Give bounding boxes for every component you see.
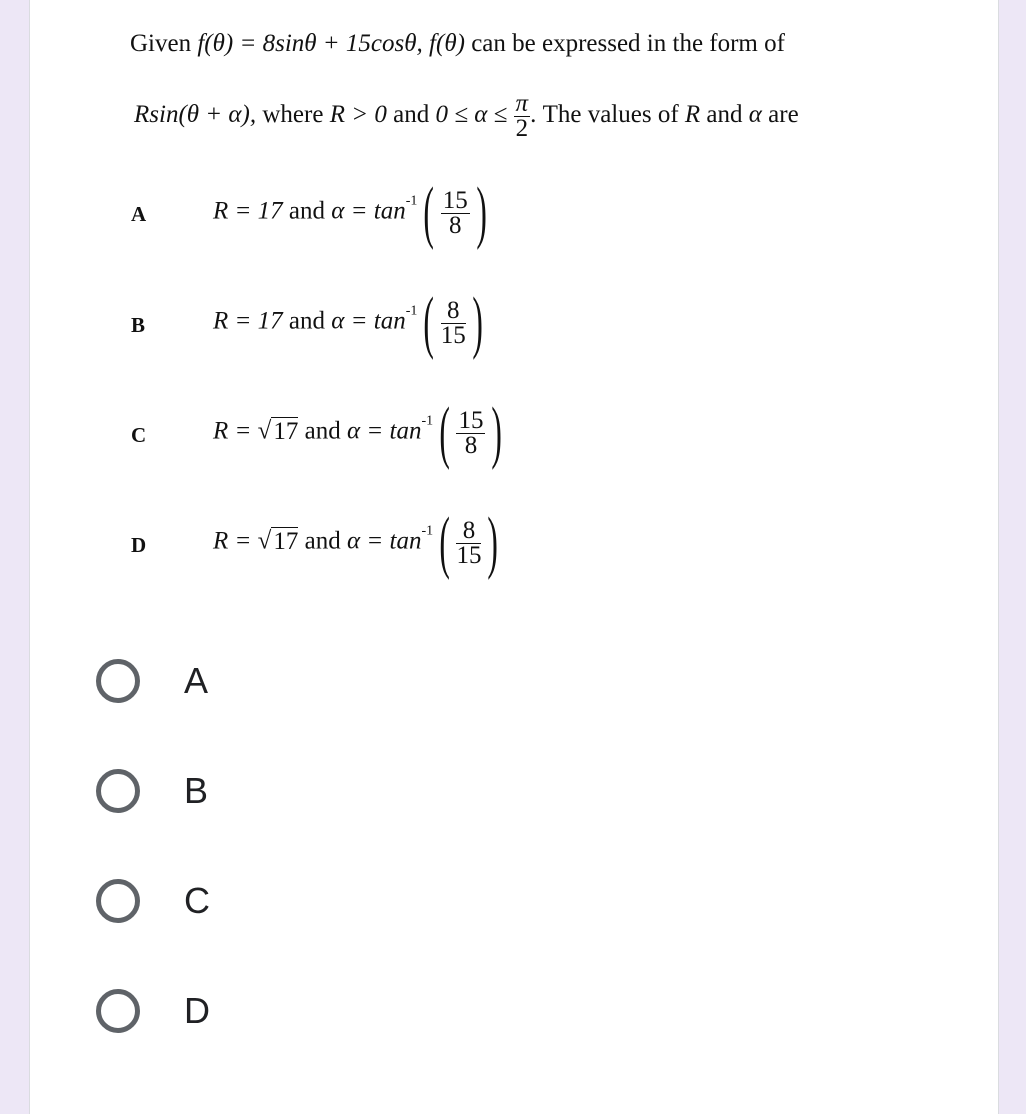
choice-c-sqrt-value: 17 [273,417,299,445]
option-label-b: B [184,770,209,811]
condition-r: R > 0 [329,101,387,129]
choice-c-fraction [456,406,485,459]
choice-c-numerator: 15 [458,406,484,434]
and-text: and [393,101,430,129]
pi-over-two [514,92,531,141]
choice-c-r: R = [213,417,258,445]
choice-d-denominator: 15 [456,541,482,569]
choice-letter-c: C [131,423,147,447]
radio-button-a[interactable] [96,659,140,703]
radio-button-c[interactable] [96,879,140,923]
choice-b-left-paren: ( [423,284,435,361]
choice-a-inverse: -1 [405,193,418,209]
radio-button-b[interactable] [96,769,140,813]
choice-letter-b: B [131,313,146,337]
choice-letter-d: D [131,533,147,557]
choice-d-sqrt-sign: √ [257,527,272,555]
question-tail-1: can be expressed in the form of [471,30,785,57]
and-text-2: and [706,101,743,129]
choice-a-right-paren: ) [476,174,487,251]
choice-b-denominator: 15 [440,321,466,349]
choice-a-r: R = 17 [213,197,283,225]
form-expression: Rsin(θ + α), [134,101,257,129]
choice-c-and: and [304,417,341,445]
option-b[interactable] [96,763,208,819]
choice-b-numerator: 8 [441,299,466,324]
question-line-1 [130,30,785,58]
choice-a-and: and [288,197,326,225]
choice-d-right-paren: ) [487,504,499,581]
where-text: where [262,101,324,129]
choice-a-left-paren: ( [423,174,435,251]
choice-c-left-paren: ( [439,394,451,471]
choice-a-numerator: 15 [442,186,468,214]
choice-d-left-paren: ( [439,504,451,581]
choice-b-fraction [440,296,466,349]
question-tail-2: . The values of [530,101,679,129]
choice-a-fraction [441,186,470,239]
choice-a-expression [213,174,493,251]
given-text: Given [130,30,192,57]
choice-d-expression [213,504,505,581]
radio-button-d[interactable] [96,989,140,1033]
pi-numerator: π [515,90,529,117]
option-label-d: D [184,990,210,1031]
choice-a-denominator: 8 [448,211,462,239]
choice-b-alpha: α = tan [331,307,406,335]
choice-d-and: and [304,527,341,555]
choice-b-r: R = 17 [213,307,283,335]
function-name: f(θ) [429,30,465,57]
choice-c-denominator: 8 [464,431,478,459]
choice-b-right-paren: ) [472,284,483,361]
alpha-symbol: α [748,101,762,129]
choice-d-numerator: 8 [456,519,481,544]
option-d[interactable] [96,983,210,1039]
function-expression: f(θ) = 8sinθ + 15cosθ, [197,30,423,57]
condition-alpha: 0 ≤ α ≤ [435,101,508,129]
choice-c-inverse: -1 [421,413,434,429]
option-label-a: A [184,660,209,701]
choice-b-expression [213,284,489,361]
question-image [30,0,1000,600]
two-denominator: 2 [515,115,529,142]
choice-c-sqrt-sign: √ [257,417,272,445]
choice-letter-a: A [131,202,147,226]
question-line-2 [134,92,799,141]
choice-c-right-paren: ) [491,394,503,471]
r-symbol: R [684,101,701,129]
are-text: are [768,101,799,129]
question-card [29,0,999,1114]
choice-c-expression [213,394,509,471]
choice-d-inverse: -1 [421,523,434,539]
choice-d-alpha: α = tan [347,527,422,555]
choice-d-sqrt-value: 17 [273,527,299,555]
choice-b-inverse: -1 [405,303,418,319]
choice-c-alpha: α = tan [347,417,422,445]
choice-b-and: and [288,307,326,335]
choice-a-alpha: α = tan [331,197,406,225]
choice-d-fraction [456,516,482,569]
choice-d-r: R = [213,527,258,555]
option-label-c: C [184,880,210,921]
option-a[interactable] [96,653,208,709]
option-c[interactable] [96,873,210,929]
